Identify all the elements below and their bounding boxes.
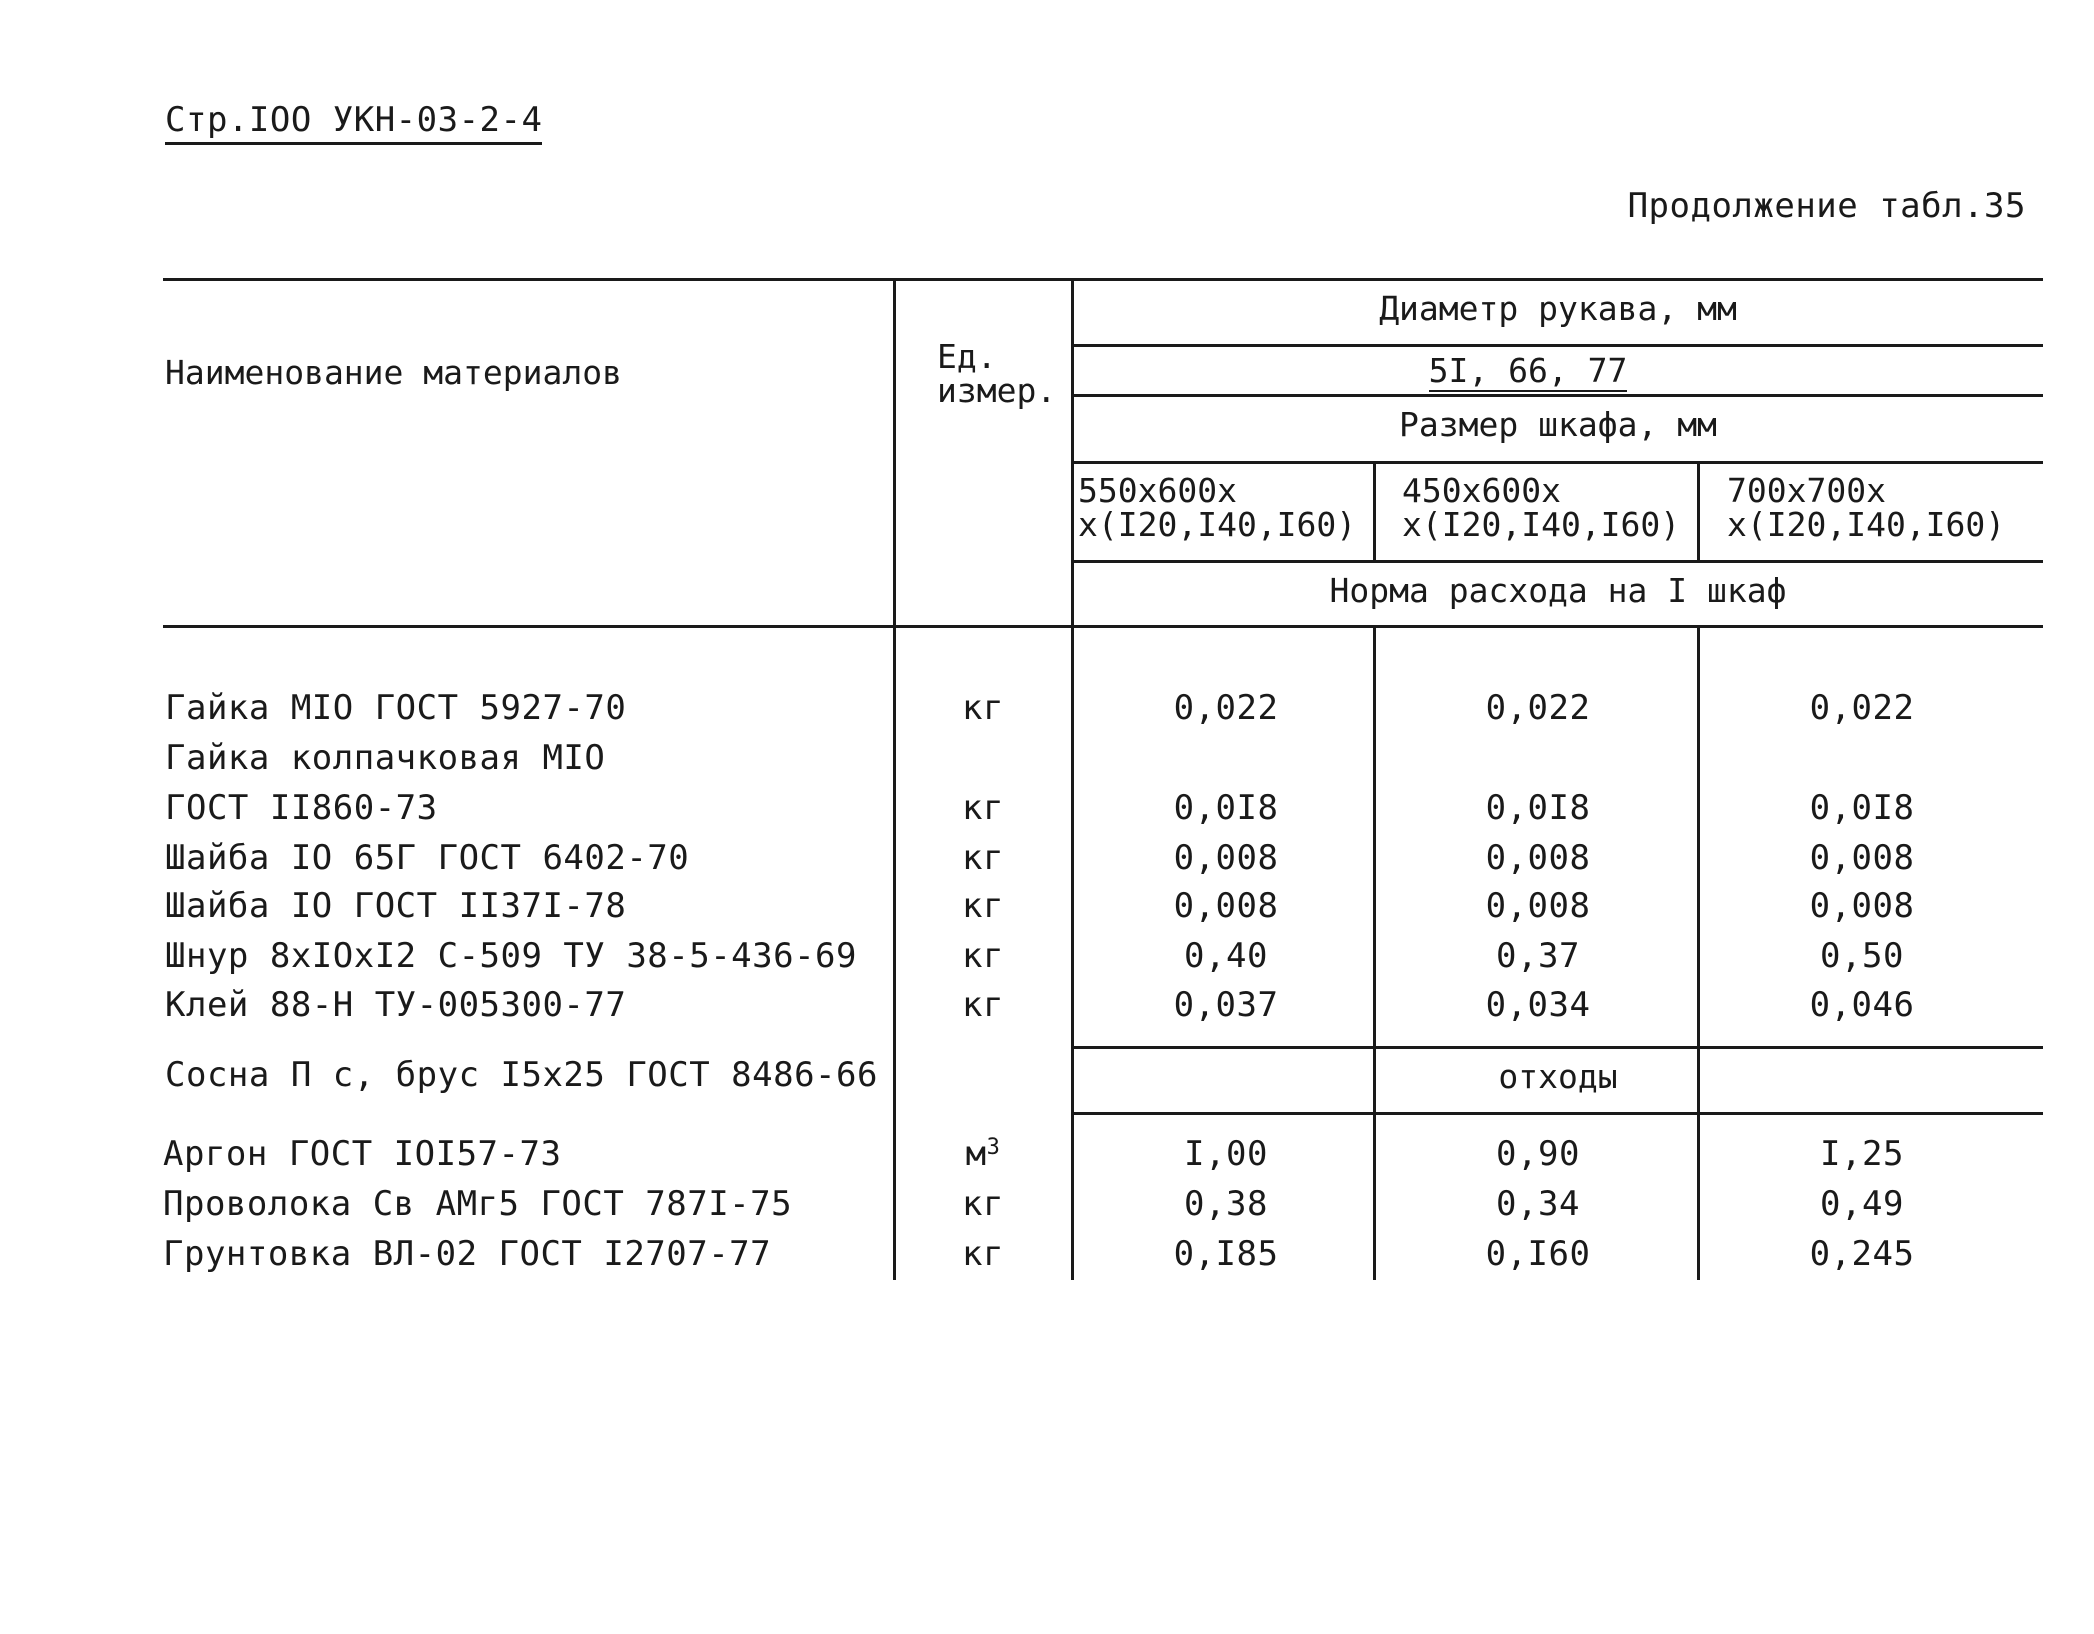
row-value: 0,0I8	[1173, 788, 1279, 828]
header-unit-line1: Ед.	[937, 337, 997, 376]
sizes-rule	[1073, 560, 2043, 563]
row-value: 0,008	[1485, 838, 1591, 878]
row-name: Шайба IO 65Г ГОСТ 6402-70	[165, 838, 690, 878]
row-value: 0,022	[1809, 688, 1915, 728]
unit-text: м	[965, 1134, 987, 1174]
header-unit	[937, 337, 1057, 410]
row-value: 0,I85	[1173, 1234, 1279, 1274]
row-name: Гайка MIO ГОСТ 5927-70	[165, 688, 627, 728]
row-name: Аргон ГОСТ IOI57-73	[163, 1134, 562, 1174]
waste-bottom-rule	[1071, 1112, 2043, 1115]
size-col-2	[1402, 471, 1681, 544]
row-name: Гайка колпачковая MIO	[165, 738, 606, 778]
table-top-rule	[163, 278, 2043, 281]
row-value: 0,0I8	[1809, 788, 1915, 828]
row-value: 0,037	[1173, 985, 1279, 1025]
size-col-3-line1: 700x700x	[1727, 471, 1886, 510]
waste-row-name: Сосна П с, брус I5x25 ГОСТ 8486-66	[165, 1055, 878, 1095]
size-col-divider-1	[1373, 461, 1376, 560]
unit-superscript: 3	[986, 1135, 1001, 1160]
row-unit: кг	[962, 1184, 1004, 1224]
diameter-rule	[1073, 344, 2043, 347]
size-col-divider-2	[1697, 461, 1700, 560]
size-col-1	[1078, 471, 1357, 544]
cabinet-size-rule	[1073, 461, 2043, 464]
row-value: 0,37	[1496, 936, 1580, 976]
diameter-values-text: 5I, 66, 77	[1428, 351, 1628, 390]
row-value: 0,I60	[1485, 1234, 1591, 1274]
row-value: 0,008	[1809, 886, 1915, 926]
row-value: 0,008	[1809, 838, 1915, 878]
size-col-3-line2: x(I20,I40,I60)	[1727, 505, 2006, 544]
row-value: 0,008	[1173, 838, 1279, 878]
size-col-2-line2: x(I20,I40,I60)	[1402, 505, 1681, 544]
row-value: 0,022	[1173, 688, 1279, 728]
row-name: Грунтовка ВЛ-02 ГОСТ I2707-77	[163, 1234, 772, 1274]
header-diameter: Диаметр рукава, мм	[1379, 289, 1737, 328]
size-col-2-line1: 450x600x	[1402, 471, 1561, 510]
row-unit: кг	[962, 886, 1004, 926]
size-col-3	[1727, 471, 2006, 544]
table-continuation-note: Продолжение табл.35	[1627, 186, 2026, 226]
row-unit	[893, 1134, 1073, 1174]
header-bottom-rule	[163, 625, 2043, 628]
row-value: I,00	[1184, 1134, 1268, 1174]
row-value: 0,034	[1485, 985, 1591, 1025]
row-unit: кг	[962, 1234, 1004, 1274]
row-name: Клей 88-Н ТУ-005300-77	[165, 985, 627, 1025]
row-name: ГОСТ II860-73	[165, 788, 438, 828]
row-value: 0,38	[1184, 1184, 1268, 1224]
row-value: 0,49	[1820, 1184, 1904, 1224]
row-unit: кг	[962, 788, 1004, 828]
waste-top-rule	[1071, 1046, 2043, 1049]
row-value: 0,40	[1184, 936, 1268, 976]
header-material-name: Наименование материалов	[165, 353, 622, 392]
header-diameter-values	[1073, 352, 1983, 390]
row-value: 0,50	[1820, 936, 1904, 976]
row-value: 0,008	[1173, 886, 1279, 926]
row-name: Шайба IO ГОСТ II37I-78	[165, 886, 627, 926]
size-col-1-line2: x(I20,I40,I60)	[1078, 505, 1357, 544]
waste-label: отходы	[1498, 1057, 1618, 1096]
row-unit: кг	[962, 838, 1004, 878]
row-value: 0,90	[1496, 1134, 1580, 1174]
row-value: 0,0I8	[1485, 788, 1591, 828]
row-value: 0,245	[1809, 1234, 1915, 1274]
row-value: 0,008	[1485, 886, 1591, 926]
unit-column-divider	[893, 278, 896, 1280]
diameter-values-rule	[1073, 394, 2043, 397]
row-name: Проволока Св АМг5 ГОСТ 787I-75	[163, 1184, 793, 1224]
row-unit: кг	[962, 688, 1004, 728]
page-reference: Стр.IОО УКН-03-2-4	[165, 100, 542, 145]
row-value: 0,046	[1809, 985, 1915, 1025]
row-unit: кг	[962, 985, 1004, 1025]
header-unit-line2: измер.	[937, 371, 1057, 410]
size-col-1-line1: 550x600x	[1078, 471, 1237, 510]
row-name: Шнур 8xIOxI2 С-509 ТУ 38-5-436-69	[165, 936, 858, 976]
row-value: I,25	[1820, 1134, 1904, 1174]
row-unit: кг	[962, 936, 1004, 976]
row-value: 0,022	[1485, 688, 1591, 728]
row-value: 0,34	[1496, 1184, 1580, 1224]
header-norm: Норма расхода на I шкаф	[1329, 571, 1787, 610]
header-cabinet-size: Размер шкафа, мм	[1399, 405, 1717, 444]
